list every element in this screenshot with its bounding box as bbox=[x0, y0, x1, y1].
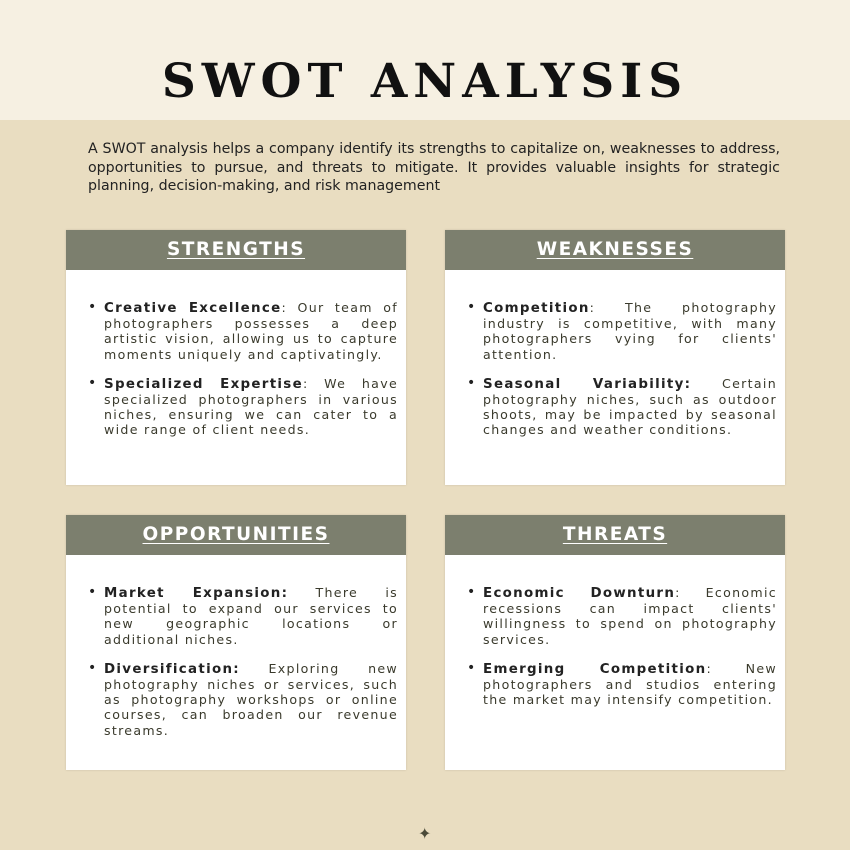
star-icon: ✦ bbox=[418, 824, 432, 843]
card-list bbox=[445, 555, 785, 707]
card-title: STRENGTHS bbox=[166, 239, 306, 260]
card-header bbox=[66, 230, 406, 270]
card-title: THREATS bbox=[562, 524, 668, 545]
list-item bbox=[483, 661, 777, 708]
item-text: : The photography industry is competitive, with many photographers vying for clients' attention. bbox=[483, 300, 777, 362]
item-text: There is potential to expand our services to new geographic locations or additional niches. bbox=[104, 585, 398, 647]
card-list bbox=[66, 270, 406, 438]
list-item bbox=[104, 585, 398, 647]
card-opportunities bbox=[66, 515, 406, 770]
item-term: Seasonal Variability: bbox=[483, 376, 692, 392]
list-item bbox=[483, 585, 777, 647]
item-term: Competition bbox=[483, 301, 590, 316]
card-title: WEAKNESSES bbox=[536, 239, 694, 260]
item-term: Market Expansion: bbox=[104, 586, 289, 601]
list-item bbox=[104, 661, 398, 738]
list-item bbox=[483, 376, 777, 438]
item-term: Diversification: bbox=[104, 661, 240, 677]
item-text: : Our team of photographers possesses a deep artistic vision, allowing us to capture moments uniquely and captivatingly. bbox=[104, 300, 398, 362]
item-text: : We have specialized photographers in various niches, ensuring we can cater to a wide range of client needs. bbox=[104, 375, 399, 438]
list-item bbox=[104, 300, 398, 362]
card-header bbox=[445, 515, 785, 555]
item-text: : Economic recessions can impact clients' willingness to spend on photography services. bbox=[483, 585, 777, 647]
description: A SWOT analysis helps a company identify its strengths to capitalize on, weaknesses to address, opportunities to pursue, and threats to mitigate. It provides valuable insights for strategic planning, decision-making, and risk management bbox=[88, 141, 780, 194]
card-header bbox=[66, 515, 406, 555]
card-weaknesses bbox=[445, 230, 785, 485]
item-text: Exploring new photography niches or services, such as photography workshops or online courses, can broaden our revenue streams. bbox=[104, 660, 398, 738]
list-item bbox=[483, 300, 777, 362]
card-threats bbox=[445, 515, 785, 770]
card-list bbox=[445, 270, 785, 438]
item-term: Specialized Expertise bbox=[104, 376, 303, 392]
item-text: Certain photography niches, such as outdoor shoots, may be impacted by seasonal changes and weather conditions. bbox=[483, 375, 777, 438]
item-term: Creative Excellence bbox=[104, 301, 282, 316]
page-title: SWOT ANALYSIS bbox=[161, 54, 689, 109]
item-text: : New photographers and studios entering the market may intensify competition. bbox=[483, 660, 778, 708]
item-term: Economic Downturn bbox=[483, 586, 676, 601]
item-term: Emerging Competition bbox=[483, 661, 707, 677]
card-strengths bbox=[66, 230, 406, 485]
card-title: OPPORTUNITIES bbox=[142, 524, 330, 545]
card-header bbox=[445, 230, 785, 270]
card-list bbox=[66, 555, 406, 738]
list-item bbox=[104, 376, 398, 438]
